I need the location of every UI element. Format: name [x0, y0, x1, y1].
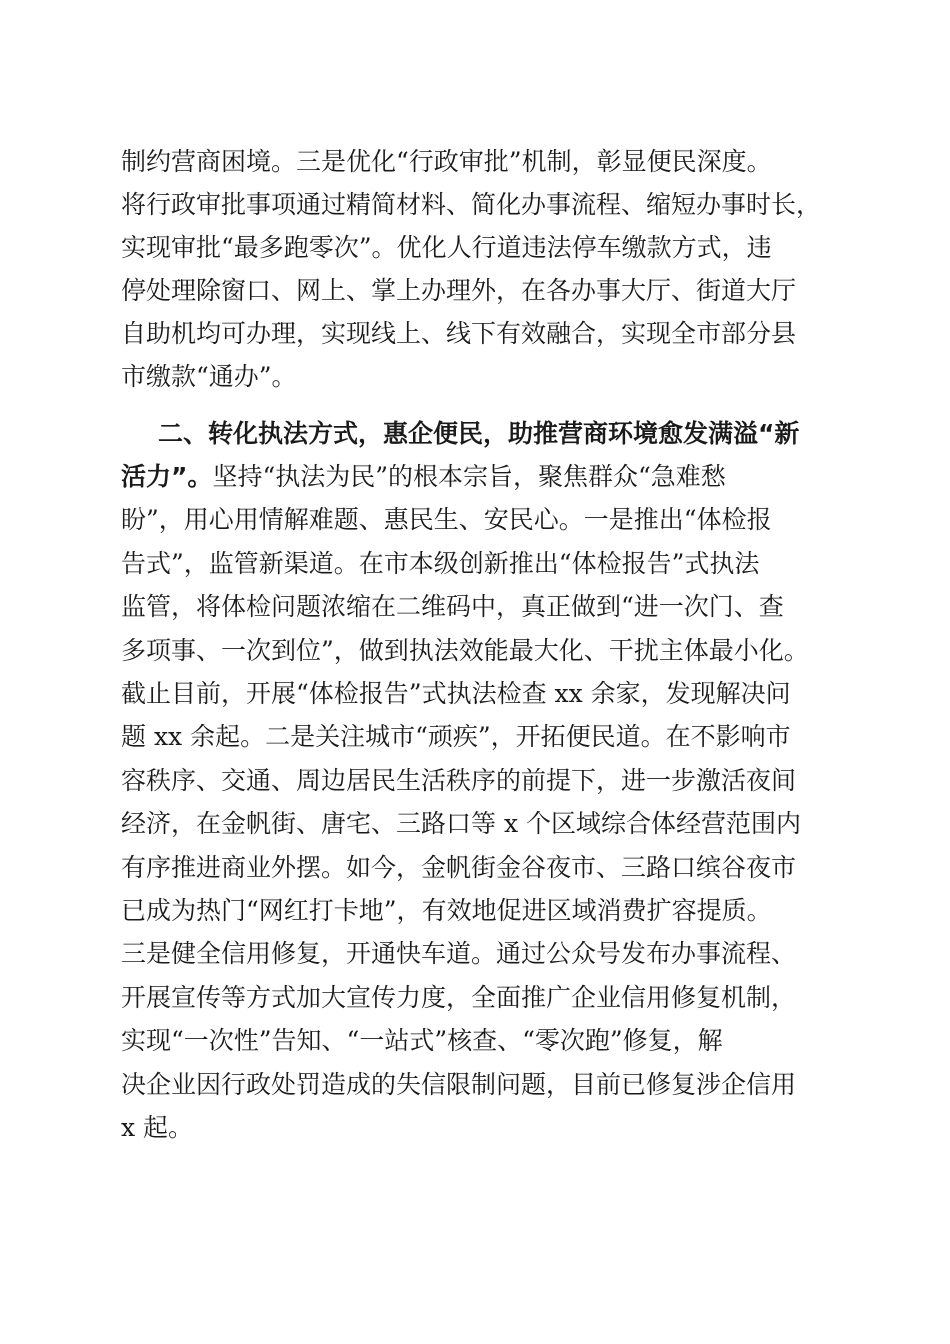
- paragraph-line: 题 xx 余起。二是关注城市“顽疾”，开拓便民道。在不影响市: [121, 722, 791, 751]
- section-heading-line: 二、转化执法方式，惠企便民，助推营商环境愈发满溢“新: [158, 419, 800, 448]
- paragraph-line: 监管，将体检问题浓缩在二维码中，真正做到“进一次门、查: [121, 592, 784, 621]
- paragraph-line: 容秩序、交通、周边居民生活秩序的前提下，进一步激活夜间: [121, 766, 797, 795]
- paragraph-line: [121, 461, 726, 493]
- paragraph-line: 市缴款“通办”。: [121, 362, 297, 391]
- paragraph-line: 告式”，监管新渠道。在市本级创新推出“体检报告”式执法: [121, 549, 760, 578]
- paragraph-line: 开展宣传等方式加大宣传力度，全面推广企业信用修复机制，: [121, 983, 797, 1012]
- paragraph-line: 实现审批“最多跑零次”。优化人行道违法停车缴款方式，违: [121, 233, 772, 262]
- paragraph-line: 盼”，用心用情解难题、惠民生、安民心。一是推出“体检报: [121, 505, 772, 534]
- paragraph-line: 将行政审批事项通过精简材料、简化办事流程、缩短办事时长，: [121, 190, 822, 219]
- paragraph-line: 经济，在金帆街、唐宅、三路口等 x 个区域综合体经营范围内: [121, 809, 801, 838]
- paragraph-line: 实现“一次性”告知、“一站式”核查、“零次跑”修复，解: [121, 1026, 723, 1055]
- paragraph-line-text: 坚持“执法为民”的根本宗旨，聚焦群众“急难愁: [212, 462, 726, 491]
- paragraph-line: 制约营商困境。三是优化“行政审批”机制，彰显便民深度。: [121, 147, 772, 176]
- paragraph-line: 截止目前，开展“体检报告”式执法检查 xx 余家，发现解决问: [121, 679, 791, 708]
- paragraph-line: 已成为热门“网红打卡地”，有效地促进区域消费扩容提质。: [121, 896, 772, 925]
- paragraph-line: 决企业因行政处罚造成的失信限制问题，目前已修复涉企信用: [121, 1070, 797, 1099]
- paragraph-line: x 起。: [121, 1113, 194, 1142]
- paragraph-line: 有序推进商业外摆。如今，金帆街金谷夜市、三路口缤谷夜市: [121, 853, 797, 882]
- paragraph-line: 自助机均可办理，实现线上、线下有效融合，实现全市部分县: [121, 319, 797, 348]
- paragraph-line: 三是健全信用修复，开通快车道。通过公众号发布办事流程、: [121, 939, 797, 968]
- section-heading-tail: 活力”。: [121, 462, 213, 491]
- paragraph-line: 停处理除窗口、网上、掌上办理外，在各办事大厅、街道大厅: [121, 276, 797, 305]
- paragraph-line: 多项事、一次到位”，做到执法效能最大化、干扰主体最小化。: [121, 636, 809, 665]
